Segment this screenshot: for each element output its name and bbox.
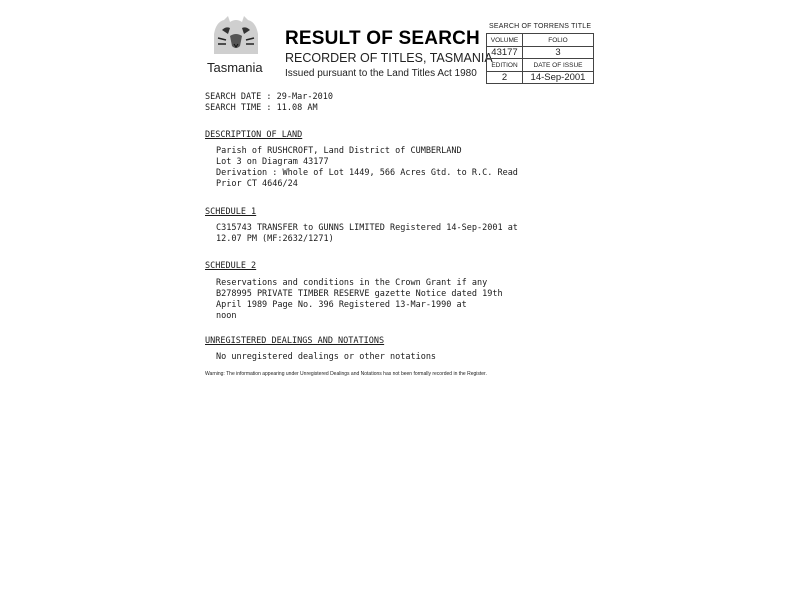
description-line: Prior CT 4646/24 (216, 179, 298, 189)
volume-label: VOLUME (487, 34, 523, 47)
unregistered-line: No unregistered dealings or other notations (216, 352, 437, 362)
issued-pursuant-line: Issued pursuant to the Land Titles Act 1980 (285, 68, 477, 79)
unregistered-heading: UNREGISTERED DEALINGS AND NOTATIONS (205, 336, 385, 346)
warning-note: Warning: The information appearing under Unregistered Dealings and Notations has not been formally recorded in the Register. (205, 371, 487, 377)
folio-label: FOLIO (523, 34, 594, 47)
description-line: Derivation : Whole of Lot 1449, 566 Acres Gtd. to R.C. Read (216, 168, 518, 178)
schedule-1-heading: SCHEDULE 1 (205, 207, 257, 217)
date-of-issue-label: DATE OF ISSUE (523, 59, 594, 72)
torrens-title-box (486, 33, 594, 84)
torrens-box-heading: SEARCH OF TORRENS TITLE (489, 23, 592, 30)
schedule-2-line: Reservations and conditions in the Crown Grant if any (216, 278, 488, 288)
page-subtitle: RECORDER OF TITLES, TASMANIA (285, 51, 493, 65)
schedule-2-line: noon (216, 311, 237, 321)
page-title: RESULT OF SEARCH (285, 28, 480, 49)
date-of-issue-value: 14-Sep-2001 (523, 72, 594, 84)
edition-value: 2 (487, 72, 523, 84)
search-time: SEARCH TIME : 11.08 AM (205, 103, 318, 113)
schedule-1-line: C315743 TRANSFER to GUNNS LIMITED Registered 14-Sep-2001 at (216, 223, 518, 233)
tasmania-tiger-logo (208, 14, 264, 58)
schedule-2-heading: SCHEDULE 2 (205, 261, 257, 271)
folio-value: 3 (523, 47, 594, 59)
schedule-2-line: April 1989 Page No. 396 Registered 13-Mar-1990 at (216, 300, 467, 310)
schedule-1-line: 12.07 PM (MF:2632/1271) (216, 234, 334, 244)
edition-label: EDITION (487, 59, 523, 72)
volume-value: 43177 (487, 47, 523, 59)
description-line: Parish of RUSHCROFT, Land District of CUMBERLAND (216, 146, 462, 156)
description-line: Lot 3 on Diagram 43177 (216, 157, 329, 167)
schedule-2-line: B278995 PRIVATE TIMBER RESERVE gazette Notice dated 19th (216, 289, 503, 299)
logo-wordmark: Tasmania (207, 60, 263, 75)
description-heading: DESCRIPTION OF LAND (205, 130, 303, 140)
search-date: SEARCH DATE : 29-Mar-2010 (205, 92, 333, 102)
